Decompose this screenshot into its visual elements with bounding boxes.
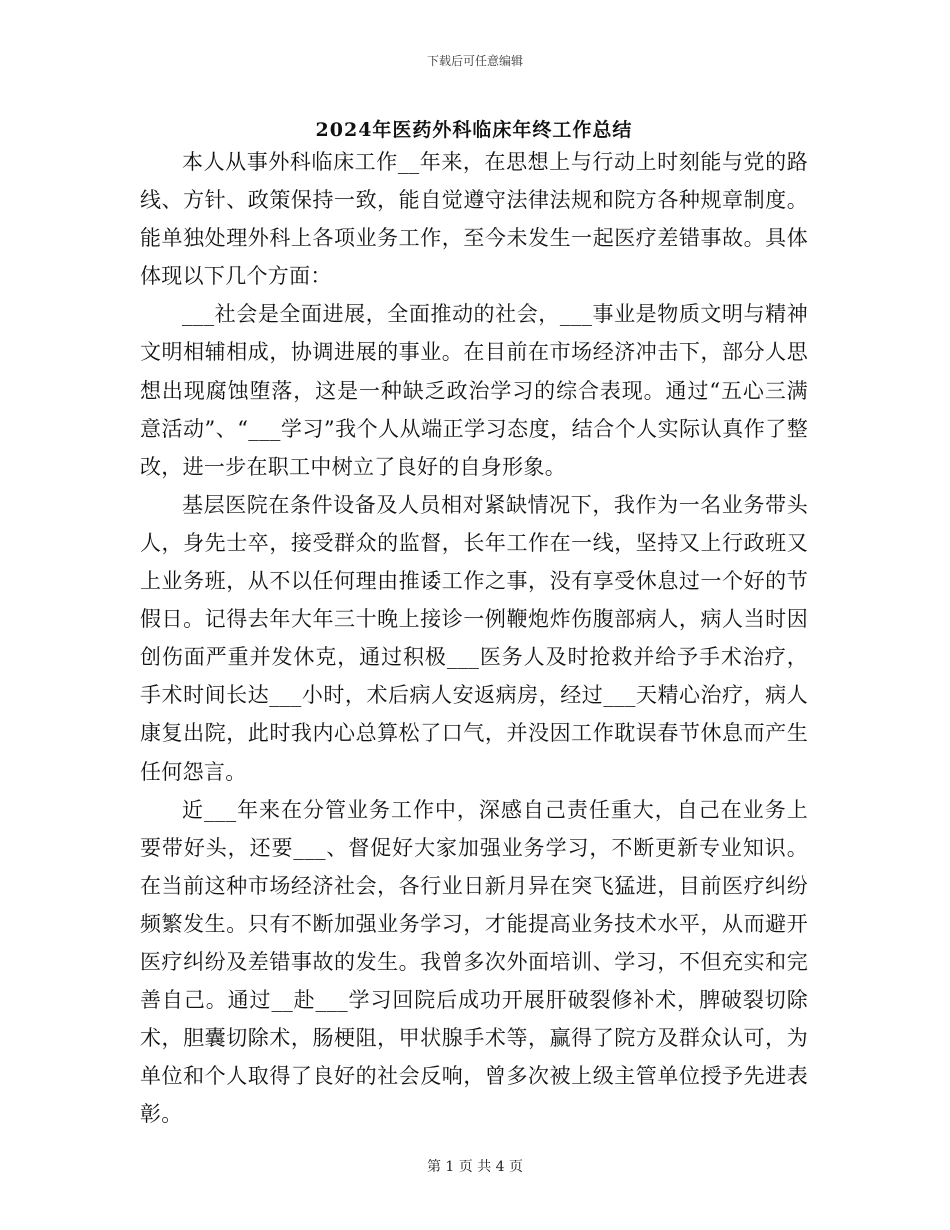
document-body [140, 143, 808, 1133]
document-title: 2024年医药外科临床年终工作总结 [315, 119, 633, 141]
paragraph-intro: 本人从事外科临床工作__年来，在思想上与行动上时刻能与党的路线、方针、政策保持一致，能自觉遵守法律法规和院方各种规章制度。能单独处理外科上各项业务工作，至今未发生一起医疗差错事故。具体体现以下几个方面： [140, 150, 808, 289]
paragraph-political-study: ___社会是全面进展，全面推动的社会，___事业是物质文明与精神文明相辅相成，协调进展的事业。在目前在市场经济冲击下，部分人思想出现腐蚀堕落，这是一种缺乏政治学习的综合表现。通过“五心三满意活动”、“___学习”我个人从端正学习态度，结合个人实际认真作了整改，进一步在职工中树立了良好的自身形象。 [140, 302, 808, 479]
page-number: 第 1 页 共 4 页 [426, 1159, 524, 1175]
paragraph-frontline-work: 基层医院在条件设备及人员相对紧缺情况下，我作为一名业务带头人，身先士卒，接受群众的监督，长年工作在一线，坚持又上行政班又上业务班，从不以任何理由推诿工作之事，没有享受休息过一个好的节假日。记得去年大年三十晚上接诊一例鞭炮炸伤腹部病人，病人当时因创伤面严重并发休克，通过积极___医务人及时抢救并给予手术治疗，手术时间长达___小时，术后病人安返病房，经过___天精心治疗，病人康复出院，此时我内心总算松了口气，并没因工作耽误春节休息而产生任何怨言。 [140, 492, 808, 784]
header-note: 下载后可任意编辑 [426, 54, 523, 68]
paragraph-professional-study: 近___年来在分管业务工作中，深感自己责任重大，自己在业务上要带好头，还要___、督促好大家加强业务学习，不断更新专业知识。在当前这种市场经济社会，各行业日新月异在突飞猛进，目前医疗纠纷频繁发生。只有不断加强业务学习，才能提高业务技术水平，从而避开医疗纠纷及差错事故的发生。我曾多次外面培训、学习，不但充实和完善自己。通过__赴___学习回院后成功开展肝破裂修补术，脾破裂切除术，胆囊切除术，肠梗阻，甲状腺手术等，赢得了院方及群众认可，为单位和个人取得了良好的社会反响，曾多次被上级主管单位授予先进表彰。 [140, 797, 808, 1127]
